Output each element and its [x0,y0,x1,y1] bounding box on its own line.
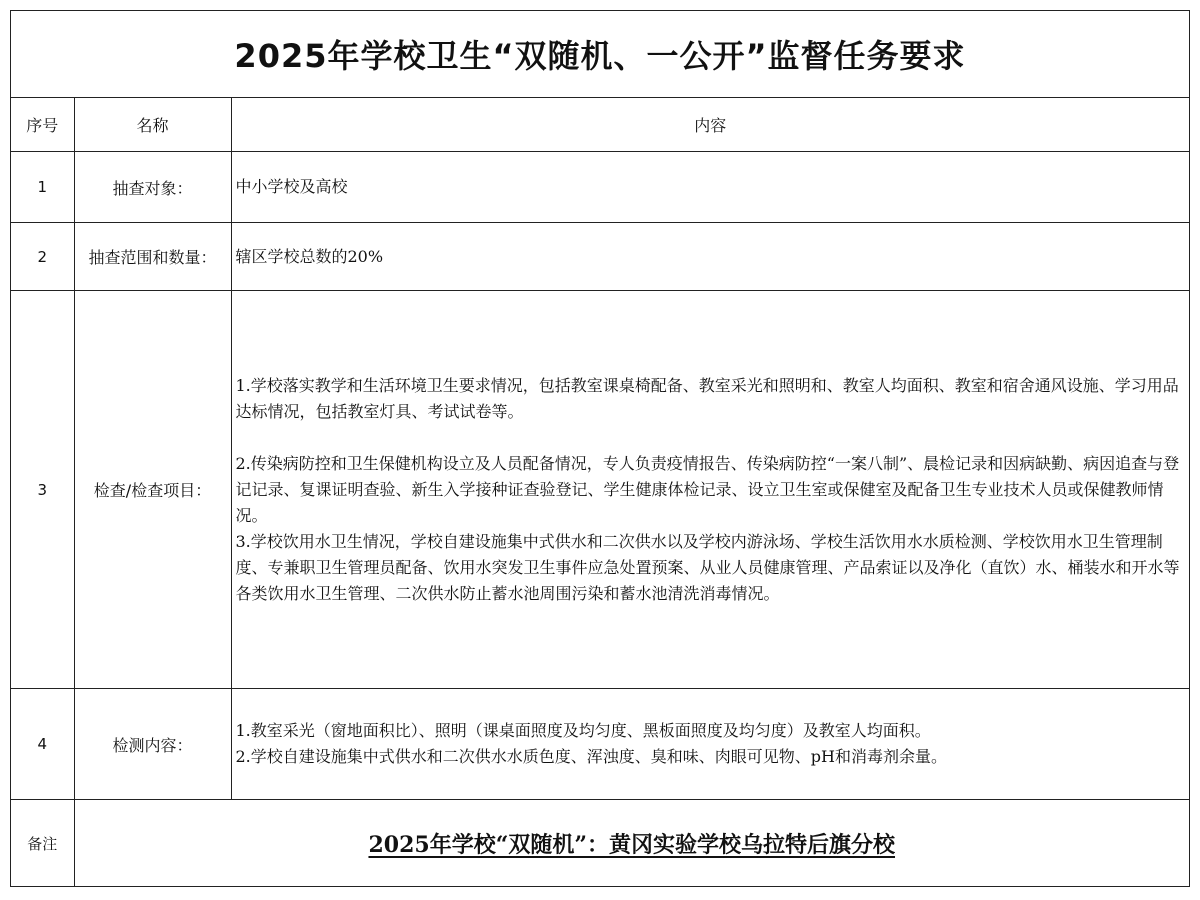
content-paragraph: 2.学校自建设施集中式供水和二次供水水质色度、浑浊度、臭和味、肉眼可见物、pH和消毒剂余量。 [235,747,947,766]
row-name: 检查/检查项目： [74,291,231,689]
remark-row [11,800,1189,887]
content-paragraph: 1.学校落实教学和生活环境卫生要求情况，包括教室课桌椅配备、教室采光和照明和、教室人均面积、教室和宿舍通风设施、学习用品达标情况，包括教室灯具、考试试卷等。 [235,375,1179,421]
table-row [11,152,1189,223]
row-name: 抽查范围和数量： [74,223,231,291]
row-index: 2 [11,223,74,291]
table-row [11,291,1189,689]
header-content: 内容 [231,98,1189,152]
header-index: 序号 [11,98,74,152]
table-row [11,689,1189,800]
row-name: 检测内容： [74,689,231,800]
requirements-table [11,97,1189,887]
content-paragraph: 1.教室采光（窗地面积比）、照明（课桌面照度及均匀度、黑板面照度及均匀度）及教室人均面积。 [235,721,931,740]
row-index: 3 [11,291,74,689]
table-header-row [11,98,1189,152]
row-content [231,152,1189,223]
content-paragraph: 3.学校饮用水卫生情况，学校自建设施集中式供水和二次供水以及学校内游泳场、学校生活饮用水水质检测、学校饮用水卫生管理制度、专兼职卫生管理员配备、饮用水突发卫生事件应急处置预案、从业人员健康管理、产品索证以及净化（直饮）水、桶装水和开水等各类饮用水卫生管理、二次供水防止蓄水池周围污染和蓄水池清洗消毒情况。 [235,531,1180,603]
row-content [231,291,1189,689]
remark-label: 备注 [11,800,74,887]
header-name: 名称 [74,98,231,152]
row-index: 1 [11,152,74,223]
table-row [11,223,1189,291]
task-requirements-sheet [10,10,1190,887]
row-content [231,689,1189,800]
content-paragraph: 辖区学校总数的20% [235,246,384,266]
content-paragraph: 2.传染病防控和卫生保健机构设立及人员配备情况，专人负责疫情报告、传染病防控“一案八制”、晨检记录和因病缺勤、病因追查与登记记录、复课证明查验、新生入学接种证查验登记、学生健康体检记录、设立卫生室或保健室及配备卫生专业技术人员或保健教师情况。 [235,453,1180,525]
row-index: 4 [11,689,74,800]
content-paragraph: 中小学校及高校 [235,177,348,196]
page-title: 2025年学校卫生“双随机、一公开”监督任务要求 [11,11,1189,98]
row-name: 抽查对象： [74,152,231,223]
remark-cell [74,800,1189,887]
remark-text: 2025年学校“双随机”：黄冈实验学校乌拉特后旗分校 [368,831,896,858]
row-content [231,223,1189,291]
